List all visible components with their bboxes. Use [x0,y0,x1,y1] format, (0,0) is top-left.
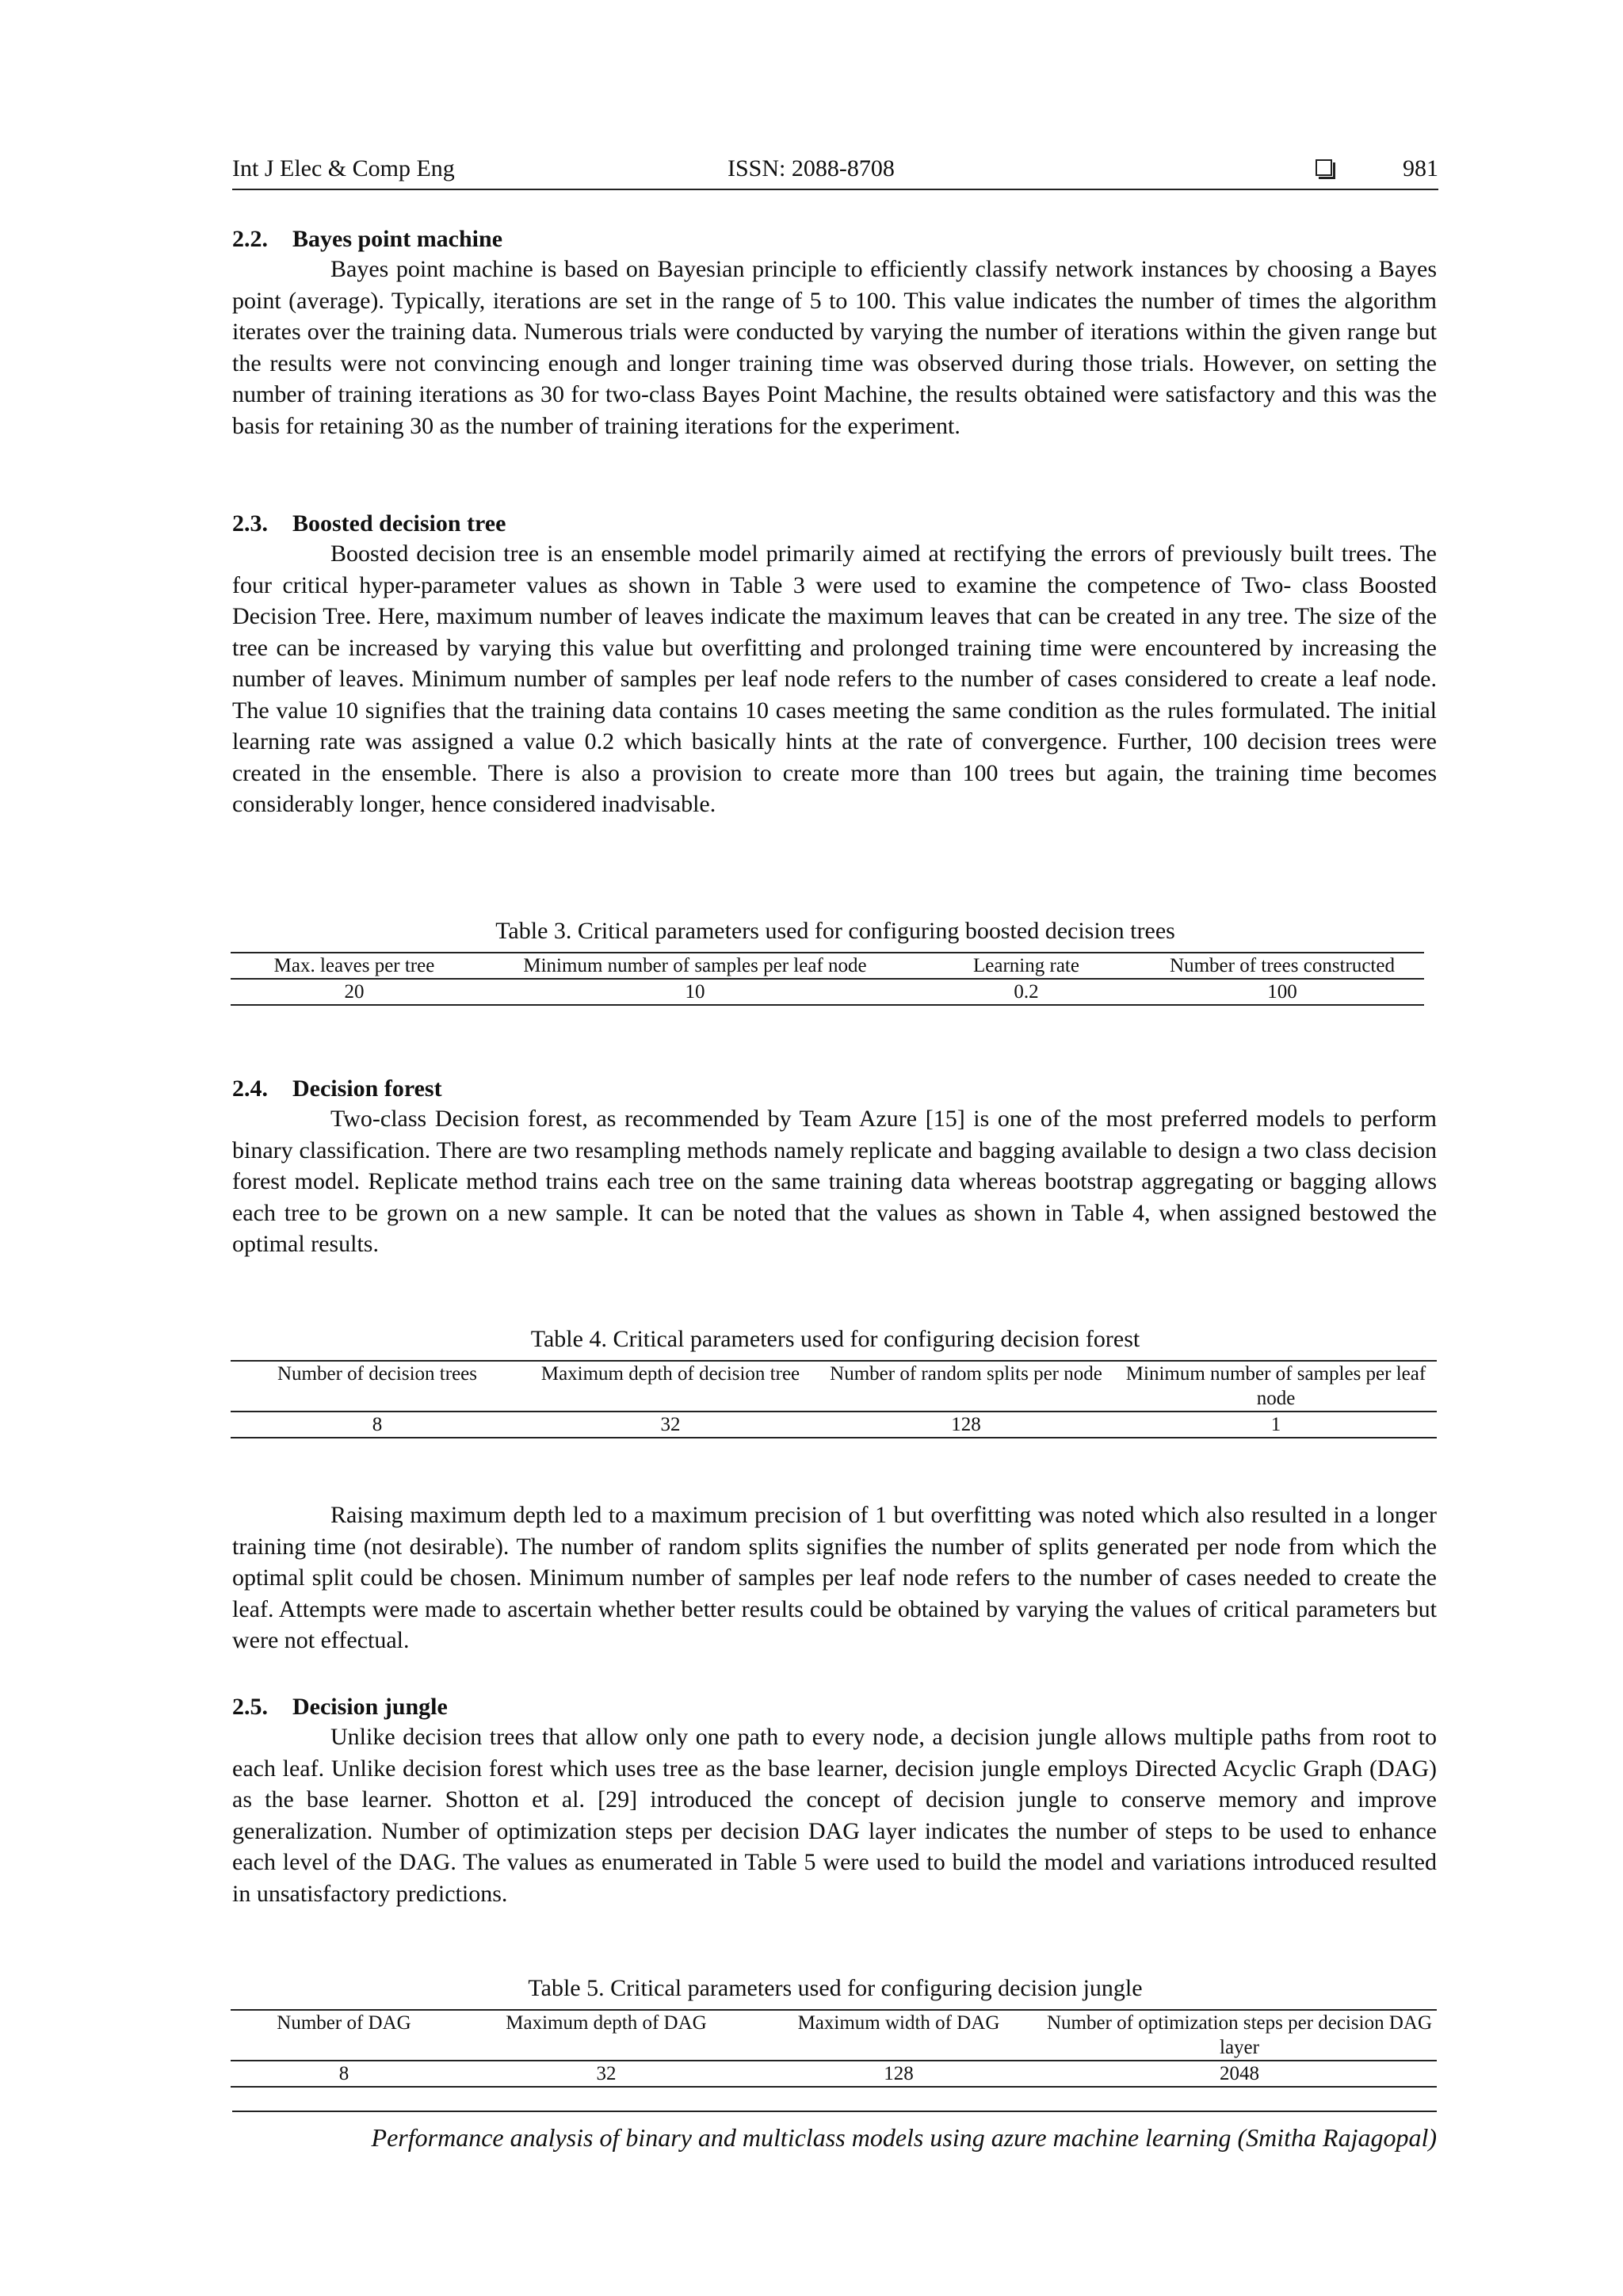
page-number: 981 [1403,155,1438,181]
running-footer: Performance analysis of binary and multiclass models using azure machine learning (Smitha Rajagopal) [232,2111,1437,2153]
table-cell: 128 [755,2061,1042,2087]
section-number: 2.4. [232,1075,268,1102]
table-5 [231,2009,1437,2088]
running-header [232,155,1438,190]
paragraph-decision-forest: Two-class Decision forest, as recommended by Team Azure [15] is one of the most preferred models to perform binary classification. There are two resampling methods namely replicate and bagging available to design a two class decision forest model. Replicate method trains each tree on the same training data whereas bootstrap aggregating or bagging allows each tree to be grown on a new sample. It can be noted that the values as shown in Table 4, when assigned bestowed the optimal results. [232,1106,1437,1257]
table-cell: 32 [457,2061,755,2087]
table-header-cell: Learning rate [912,953,1140,979]
table-header-cell: Number of random splits per node [817,1361,1115,1412]
section-number: 2.5. [232,1694,268,1720]
section-title: Bayes point machine [292,226,503,252]
table-3 [231,952,1424,1006]
table-row [231,979,1424,1005]
table-header-cell: Minimum number of samples per leaf node [1115,1361,1437,1412]
table-3-caption: Table 3. Critical parameters used for configuring boosted decision trees [495,918,1175,944]
table-row [231,2061,1437,2087]
table-5-caption: Table 5. Critical parameters used for configuring decision jungle [528,1975,1143,2001]
table-cell: 32 [524,1412,817,1438]
table-cell: 2048 [1042,2061,1437,2087]
section-title: Boosted decision tree [292,510,506,537]
table-cell: 0.2 [912,979,1140,1005]
table-header-cell: Maximum depth of DAG [457,2010,755,2061]
table-header-cell: Minimum number of samples per leaf node [478,953,912,979]
paragraph-decision-forest-continued: Raising maximum depth led to a maximum precision of 1 but overfitting was noted which also resulted in a longer training time (not desirable). The number of random splits signifies the number of splits generated per node from which the optimal split could be chosen. Minimum number of samples per leaf node refers to the number of cases needed to create the leaf. Attempts were made to ascertain whether better results could be obtained by varying the values of critical parameters but were not effectual. [232,1502,1437,1653]
section-title: Decision jungle [292,1694,448,1720]
section-heading-2-5 [232,1691,448,1723]
paragraph-decision-jungle: Unlike decision trees that allow only one path to every node, a decision jungle allows multiple paths from root to each leaf. Unlike decision forest which uses tree as the base learner, decision jungle employs Directed Acyclic Graph (DAG) as the base learner. Shotton et al. [29] introduced the concept of decision jungle to conserve memory and improve generalization. Number of optimization steps per decision DAG layer indicates the number of steps to be used to enhance each level of the DAG. The values as enumerated in Table 5 were used to build the model and variations introduced resulted in unsatisfactory predictions. [232,1724,1437,1907]
section-heading-2-4 [232,1073,442,1105]
table-cell: 100 [1140,979,1424,1005]
issn: ISSN: 2088-8708 [727,155,895,181]
table-header-row [231,1361,1437,1412]
section-number: 2.3. [232,510,268,537]
table-header-cell: Number of decision trees [231,1361,524,1412]
journal-name: Int J Elec & Comp Eng [232,155,455,181]
table-header-cell: Number of trees constructed [1140,953,1424,979]
table-cell: 8 [231,1412,524,1438]
table-header-cell: Maximum width of DAG [755,2010,1042,2061]
section-heading-2-3 [232,508,506,540]
table-cell: 128 [817,1412,1115,1438]
checkbox-square-icon [1316,159,1332,176]
paragraph-boosted-decision-tree: Boosted decision tree is an ensemble model primarily aimed at rectifying the errors of previously built trees. The four critical hyper-parameter values as shown in Table 3 were used to examine the competence of Two- class Boosted Decision Tree. Here, maximum number of leaves indicate the maximum leaves that can be created in any tree. The size of the tree can be increased by varying this value but overfitting and prolonged training time were encountered by increasing the number of leaves. Minimum number of samples per leaf node refers to the number of cases considered to create a leaf node. The value 10 signifies that the training data contains 10 cases meeting the same condition as the rules formulated. The initial learning rate was assigned a value 0.2 which basically hints at the rate of convergence. Further, 100 decision trees were created in the ensemble. There is also a provision to create more than 100 trees but again, the training time becomes considerably longer, hence considered inadvisable. [232,541,1437,817]
table-header-row [231,953,1424,979]
table-header-row [231,2010,1437,2061]
table-4-caption: Table 4. Critical parameters used for configuring decision forest [530,1326,1140,1352]
section-heading-2-2 [232,223,502,255]
table-cell: 1 [1115,1412,1437,1438]
table-row [231,1412,1437,1438]
paragraph-bayes-point-machine: Bayes point machine is based on Bayesian principle to efficiently classify network instances by choosing a Bayes point (average). Typically, iterations are set in the range of 5 to 100. This value indicates the number of times the algorithm iterates over the training data. Numerous trials were conducted by varying the number of iterations within the given range but the results were not convincing enough and longer training time was observed during those trials. However, on setting the number of training iterations as 30 for two-class Bayes Point Machine, the results obtained were satisfactory and this was the basis for retaining 30 as the number of training iterations for the experiment. [232,256,1437,439]
table-header-cell: Number of DAG [231,2010,457,2061]
table-cell: 20 [231,979,478,1005]
table-header-cell: Number of optimization steps per decision DAG layer [1042,2010,1437,2061]
table-cell: 10 [478,979,912,1005]
table-cell: 8 [231,2061,457,2087]
table-header-cell: Max. leaves per tree [231,953,478,979]
table-4 [231,1360,1437,1438]
table-header-cell: Maximum depth of decision tree [524,1361,817,1412]
section-number: 2.2. [232,226,268,252]
section-title: Decision forest [292,1075,442,1102]
